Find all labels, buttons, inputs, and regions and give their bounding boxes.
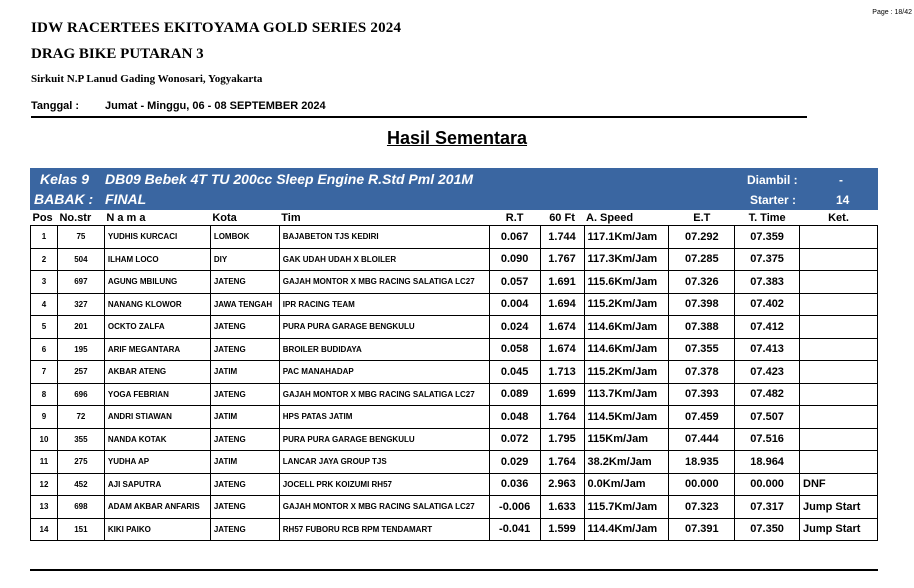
cell-pos: 13 — [31, 496, 58, 519]
cell-ttime: 07.482 — [735, 383, 800, 406]
table-row — [31, 473, 878, 496]
cell-speed: 113.7Km/Jam — [584, 383, 669, 406]
cell-pos: 12 — [31, 473, 58, 496]
diambil-value: - — [839, 173, 843, 187]
report-title — [0, 128, 914, 149]
cell-et: 07.391 — [669, 518, 735, 541]
cell-nama: ANDRI STIAWAN — [104, 406, 210, 429]
cell-60ft: 1.633 — [540, 496, 584, 519]
cell-ttime: 07.423 — [735, 361, 800, 384]
cell-tim: JOCELL PRK KOIZUMI RH57 — [279, 473, 489, 496]
event-subtitle: DRAG BIKE PUTARAN 3 — [31, 46, 204, 62]
cell-pos: 5 — [31, 316, 58, 339]
cell-tim: GAJAH MONTOR X MBG RACING SALATIGA LC27 — [279, 383, 489, 406]
cell-no-str: 75 — [57, 226, 104, 249]
cell-rt: 0.072 — [489, 428, 540, 451]
cell-nama: YOGA FEBRIAN — [104, 383, 210, 406]
table-row — [31, 383, 878, 406]
table-row — [31, 496, 878, 519]
cell-ttime: 18.964 — [735, 451, 800, 474]
cell-speed: 114.6Km/Jam — [584, 316, 669, 339]
cell-rt: 0.045 — [489, 361, 540, 384]
cell-pos: 10 — [31, 428, 58, 451]
cell-et: 07.323 — [669, 496, 735, 519]
cell-et: 07.378 — [669, 361, 735, 384]
cell-tim: IPR RACING TEAM — [279, 293, 489, 316]
cell-tim: BROILER BUDIDAYA — [279, 338, 489, 361]
starter-label: Starter : — [750, 193, 797, 207]
cell-60ft: 1.764 — [540, 406, 584, 429]
cell-ttime: 07.413 — [735, 338, 800, 361]
cell-et: 07.398 — [669, 293, 735, 316]
table-row — [31, 361, 878, 384]
cell-ket: DNF — [800, 473, 878, 496]
cell-no-str: 195 — [57, 338, 104, 361]
cell-nama: AGUNG MBILUNG — [104, 271, 210, 294]
cell-et: 18.935 — [669, 451, 735, 474]
cell-ttime: 07.412 — [735, 316, 800, 339]
cell-kota: JATENG — [210, 271, 279, 294]
cell-pos: 4 — [31, 293, 58, 316]
cell-no-str: 327 — [57, 293, 104, 316]
cell-rt: -0.006 — [489, 496, 540, 519]
cell-ket — [800, 226, 878, 249]
cell-nama: ARIF MEGANTARA — [104, 338, 210, 361]
cell-tim: PURA PURA GARAGE BENGKULU — [279, 316, 489, 339]
class-name: DB09 Bebek 4T TU 200cc Sleep Engine R.Std Pml 201M — [105, 171, 474, 187]
cell-ket — [800, 338, 878, 361]
col-pos: Pos — [32, 211, 53, 224]
cell-kota: LOMBOK — [210, 226, 279, 249]
cell-rt: 0.036 — [489, 473, 540, 496]
cell-pos: 8 — [31, 383, 58, 406]
cell-kota: JATENG — [210, 473, 279, 496]
cell-tim: GAK UDAH UDAH X BLOILER — [279, 248, 489, 271]
cell-kota: DIY — [210, 248, 279, 271]
cell-60ft: 1.699 — [540, 383, 584, 406]
event-title: IDW RACERTEES EKITOYAMA GOLD SERIES 2024 — [31, 20, 402, 36]
col-tim: Tim — [281, 211, 301, 224]
col-no-str: No.str — [59, 211, 92, 224]
cell-speed: 114.4Km/Jam — [584, 518, 669, 541]
table-row — [31, 518, 878, 541]
date-row — [31, 100, 807, 118]
col-rt: R.T — [505, 211, 524, 224]
cell-rt: 0.058 — [489, 338, 540, 361]
col-speed: A. Speed — [586, 211, 634, 224]
col-nama: N a m a — [106, 211, 146, 224]
cell-60ft: 1.795 — [540, 428, 584, 451]
cell-pos: 9 — [31, 406, 58, 429]
cell-nama: OCKTO ZALFA — [104, 316, 210, 339]
cell-ket — [800, 428, 878, 451]
venue: Sirkuit N.P Lanud Gading Wonosari, Yogyakarta — [31, 73, 263, 85]
starter-value: 14 — [836, 193, 850, 207]
cell-et: 07.459 — [669, 406, 735, 429]
cell-kota: JATIM — [210, 406, 279, 429]
cell-nama: YUDHIS KURCACI — [104, 226, 210, 249]
cell-pos: 7 — [31, 361, 58, 384]
cell-kota: JATENG — [210, 496, 279, 519]
cell-speed: 115.7Km/Jam — [584, 496, 669, 519]
cell-ttime: 07.359 — [735, 226, 800, 249]
cell-pos: 1 — [31, 226, 58, 249]
cell-nama: ILHAM LOCO — [104, 248, 210, 271]
diambil-label: Diambil : — [747, 173, 798, 187]
col-ttime: T. Time — [748, 211, 786, 224]
cell-ttime: 07.350 — [735, 518, 800, 541]
cell-ket: Jump Start — [800, 496, 878, 519]
cell-pos: 6 — [31, 338, 58, 361]
cell-pos: 14 — [31, 518, 58, 541]
cell-60ft: 2.963 — [540, 473, 584, 496]
cell-kota: JATENG — [210, 383, 279, 406]
page-number: Page : 18/42 — [872, 9, 912, 16]
cell-rt: 0.067 — [489, 226, 540, 249]
cell-kota: JATIM — [210, 361, 279, 384]
col-kota: Kota — [212, 211, 237, 224]
cell-60ft: 1.744 — [540, 226, 584, 249]
cell-tim: BAJABETON TJS KEDIRI — [279, 226, 489, 249]
cell-et: 07.285 — [669, 248, 735, 271]
cell-kota: JATENG — [210, 428, 279, 451]
cell-ket — [800, 406, 878, 429]
cell-speed: 38.2Km/Jam — [584, 451, 669, 474]
cell-rt: 0.048 — [489, 406, 540, 429]
cell-60ft: 1.767 — [540, 248, 584, 271]
cell-kota: JATENG — [210, 338, 279, 361]
table-header-row — [31, 210, 878, 226]
cell-kota: JATENG — [210, 316, 279, 339]
cell-ket: Jump Start — [800, 518, 878, 541]
cell-et: 07.292 — [669, 226, 735, 249]
report-title-text: Hasil Sementara — [386, 128, 528, 148]
cell-pos: 2 — [31, 248, 58, 271]
cell-no-str: 151 — [57, 518, 104, 541]
cell-nama: ADAM AKBAR ANFARIS — [104, 496, 210, 519]
cell-speed: 114.5Km/Jam — [584, 406, 669, 429]
cell-ket — [800, 451, 878, 474]
cell-kota: JAWA TENGAH — [210, 293, 279, 316]
class-banner — [30, 168, 878, 210]
babak-value: FINAL — [105, 191, 147, 207]
cell-et: 07.355 — [669, 338, 735, 361]
cell-no-str: 257 — [57, 361, 104, 384]
cell-tim: LANCAR JAYA GROUP TJS — [279, 451, 489, 474]
cell-tim: RH57 FUBORU RCB RPM TENDAMART — [279, 518, 489, 541]
table-row — [31, 248, 878, 271]
cell-speed: 114.6Km/Jam — [584, 338, 669, 361]
babak-label: BABAK : — [34, 191, 94, 207]
cell-ttime: 07.507 — [735, 406, 800, 429]
cell-60ft: 1.599 — [540, 518, 584, 541]
table-row — [31, 428, 878, 451]
cell-ket — [800, 293, 878, 316]
table-row — [31, 293, 878, 316]
results-table — [30, 210, 878, 541]
cell-pos: 11 — [31, 451, 58, 474]
cell-60ft: 1.694 — [540, 293, 584, 316]
col-ket: Ket. — [828, 211, 849, 224]
cell-nama: AKBAR ATENG — [104, 361, 210, 384]
cell-et: 07.444 — [669, 428, 735, 451]
cell-ket — [800, 361, 878, 384]
cell-rt: 0.090 — [489, 248, 540, 271]
cell-nama: KIKI PAIKO — [104, 518, 210, 541]
cell-rt: -0.041 — [489, 518, 540, 541]
col-60ft: 60 Ft — [549, 211, 575, 224]
table-row — [31, 406, 878, 429]
cell-60ft: 1.764 — [540, 451, 584, 474]
cell-60ft: 1.674 — [540, 316, 584, 339]
cell-rt: 0.057 — [489, 271, 540, 294]
cell-nama: NANDA KOTAK — [104, 428, 210, 451]
cell-tim: GAJAH MONTOR X MBG RACING SALATIGA LC27 — [279, 496, 489, 519]
cell-et: 07.326 — [669, 271, 735, 294]
cell-et: 00.000 — [669, 473, 735, 496]
cell-kota: JATENG — [210, 518, 279, 541]
cell-ttime: 07.383 — [735, 271, 800, 294]
cell-speed: 117.1Km/Jam — [584, 226, 669, 249]
cell-tim: HPS PATAS JATIM — [279, 406, 489, 429]
cell-speed: 117.3Km/Jam — [584, 248, 669, 271]
cell-ket — [800, 271, 878, 294]
cell-60ft: 1.691 — [540, 271, 584, 294]
cell-rt: 0.089 — [489, 383, 540, 406]
cell-ket — [800, 248, 878, 271]
cell-ttime: 07.317 — [735, 496, 800, 519]
cell-pos: 3 — [31, 271, 58, 294]
cell-nama: NANANG KLOWOR — [104, 293, 210, 316]
cell-ttime: 07.375 — [735, 248, 800, 271]
cell-kota: JATIM — [210, 451, 279, 474]
date-value: Jumat - Minggu, 06 - 08 SEPTEMBER 2024 — [105, 100, 326, 112]
cell-tim: GAJAH MONTOR X MBG RACING SALATIGA LC27 — [279, 271, 489, 294]
cell-no-str: 275 — [57, 451, 104, 474]
cell-no-str: 355 — [57, 428, 104, 451]
cell-speed: 115.6Km/Jam — [584, 271, 669, 294]
col-et: E.T — [693, 211, 711, 224]
cell-et: 07.393 — [669, 383, 735, 406]
cell-nama: AJI SAPUTRA — [104, 473, 210, 496]
cell-speed: 115.2Km/Jam — [584, 293, 669, 316]
cell-60ft: 1.674 — [540, 338, 584, 361]
cell-ttime: 07.402 — [735, 293, 800, 316]
cell-tim: PURA PURA GARAGE BENGKULU — [279, 428, 489, 451]
bottom-rule — [30, 569, 878, 571]
cell-ket — [800, 383, 878, 406]
table-row — [31, 226, 878, 249]
cell-rt: 0.004 — [489, 293, 540, 316]
cell-speed: 115Km/Jam — [584, 428, 669, 451]
cell-no-str: 698 — [57, 496, 104, 519]
cell-tim: PAC MANAHADAP — [279, 361, 489, 384]
cell-no-str: 697 — [57, 271, 104, 294]
cell-ttime: 00.000 — [735, 473, 800, 496]
table-row — [31, 316, 878, 339]
cell-et: 07.388 — [669, 316, 735, 339]
cell-60ft: 1.713 — [540, 361, 584, 384]
table-row — [31, 451, 878, 474]
date-label: Tanggal : — [31, 100, 80, 112]
cell-no-str: 201 — [57, 316, 104, 339]
cell-ket — [800, 316, 878, 339]
table-row — [31, 338, 878, 361]
cell-no-str: 452 — [57, 473, 104, 496]
cell-no-str: 504 — [57, 248, 104, 271]
table-row — [31, 271, 878, 294]
cell-no-str: 72 — [57, 406, 104, 429]
cell-rt: 0.029 — [489, 451, 540, 474]
cell-rt: 0.024 — [489, 316, 540, 339]
kelas-label: Kelas 9 — [40, 171, 90, 187]
cell-ttime: 07.516 — [735, 428, 800, 451]
cell-speed: 115.2Km/Jam — [584, 361, 669, 384]
cell-speed: 0.0Km/Jam — [584, 473, 669, 496]
cell-no-str: 696 — [57, 383, 104, 406]
cell-nama: YUDHA AP — [104, 451, 210, 474]
